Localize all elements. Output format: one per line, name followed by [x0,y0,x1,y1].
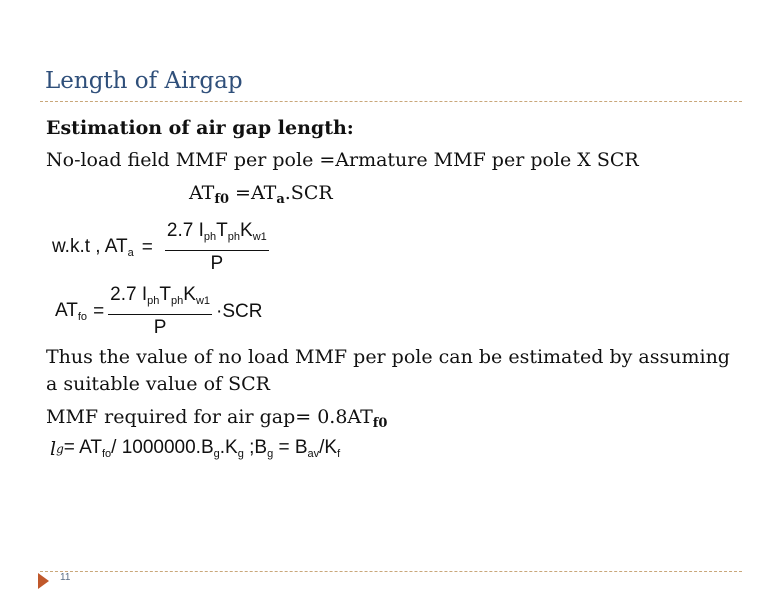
section-heading: Estimation of air gap length: [46,117,354,139]
eq2-denominator: P [153,317,167,338]
a-subscript: a [276,192,285,207]
text-line-mmf-airgap [46,405,387,436]
triangle-bullet-icon [38,573,49,589]
eq2-lhs: $AT_{fo}$ [55,300,88,323]
eq1-numerator: 2.7 $I_{ph}T_{ph}K_{w1}$ [166,220,267,243]
text-line-suitable-scr: a suitable value of SCR [46,373,270,395]
at-label: AT [189,182,215,204]
equation-armature-mmf [52,219,273,276]
text-line-thus: Thus the value of no load MMF per pole can be estimated by assuming [46,346,730,368]
eq1-fraction-bar [165,250,269,251]
mmf-airgap-subscript: f0 [372,416,388,431]
eq1-prefix: w.k.t , $AT_a$ [52,236,134,259]
slide-title: Length of Airgap [45,68,243,94]
eq2-equals: = [93,300,105,322]
eq1-denominator: P [210,253,224,274]
eq3-body: = $AT_{fo}/$ $1000000.B_g.K_g$ $;B_g = B_{av}/K_f$ [63,437,341,460]
eq2-suffix: ·SCR [216,300,263,322]
eq3-lhs-sub: g [56,441,64,456]
eq2-fraction [108,283,212,340]
f0-subscript: f0 [214,192,229,207]
eq2-numerator: 2.7 $I_{ph}T_{ph}K_{w1}$ [110,284,211,307]
equation-field-mmf [55,283,262,340]
eq3-lhs-var: l [50,437,57,460]
title-divider [40,101,742,102]
equation-airgap-length [50,437,340,460]
footer-divider [40,571,742,572]
at-equals-label: =AT [229,182,277,204]
text-line-noload-mmf: No-load field MMF per pole =Armature MMF per pole X SCR [46,149,639,171]
page-number: 11 [60,572,71,583]
mmf-airgap-label: MMF required for air gap= 0.8AT [46,406,373,428]
eq1-fraction [165,219,269,276]
scr-label: .SCR [284,182,333,204]
eq2-fraction-bar [108,314,212,315]
eq1-equals: = [141,236,153,258]
text-line-at-f0 [189,181,333,212]
